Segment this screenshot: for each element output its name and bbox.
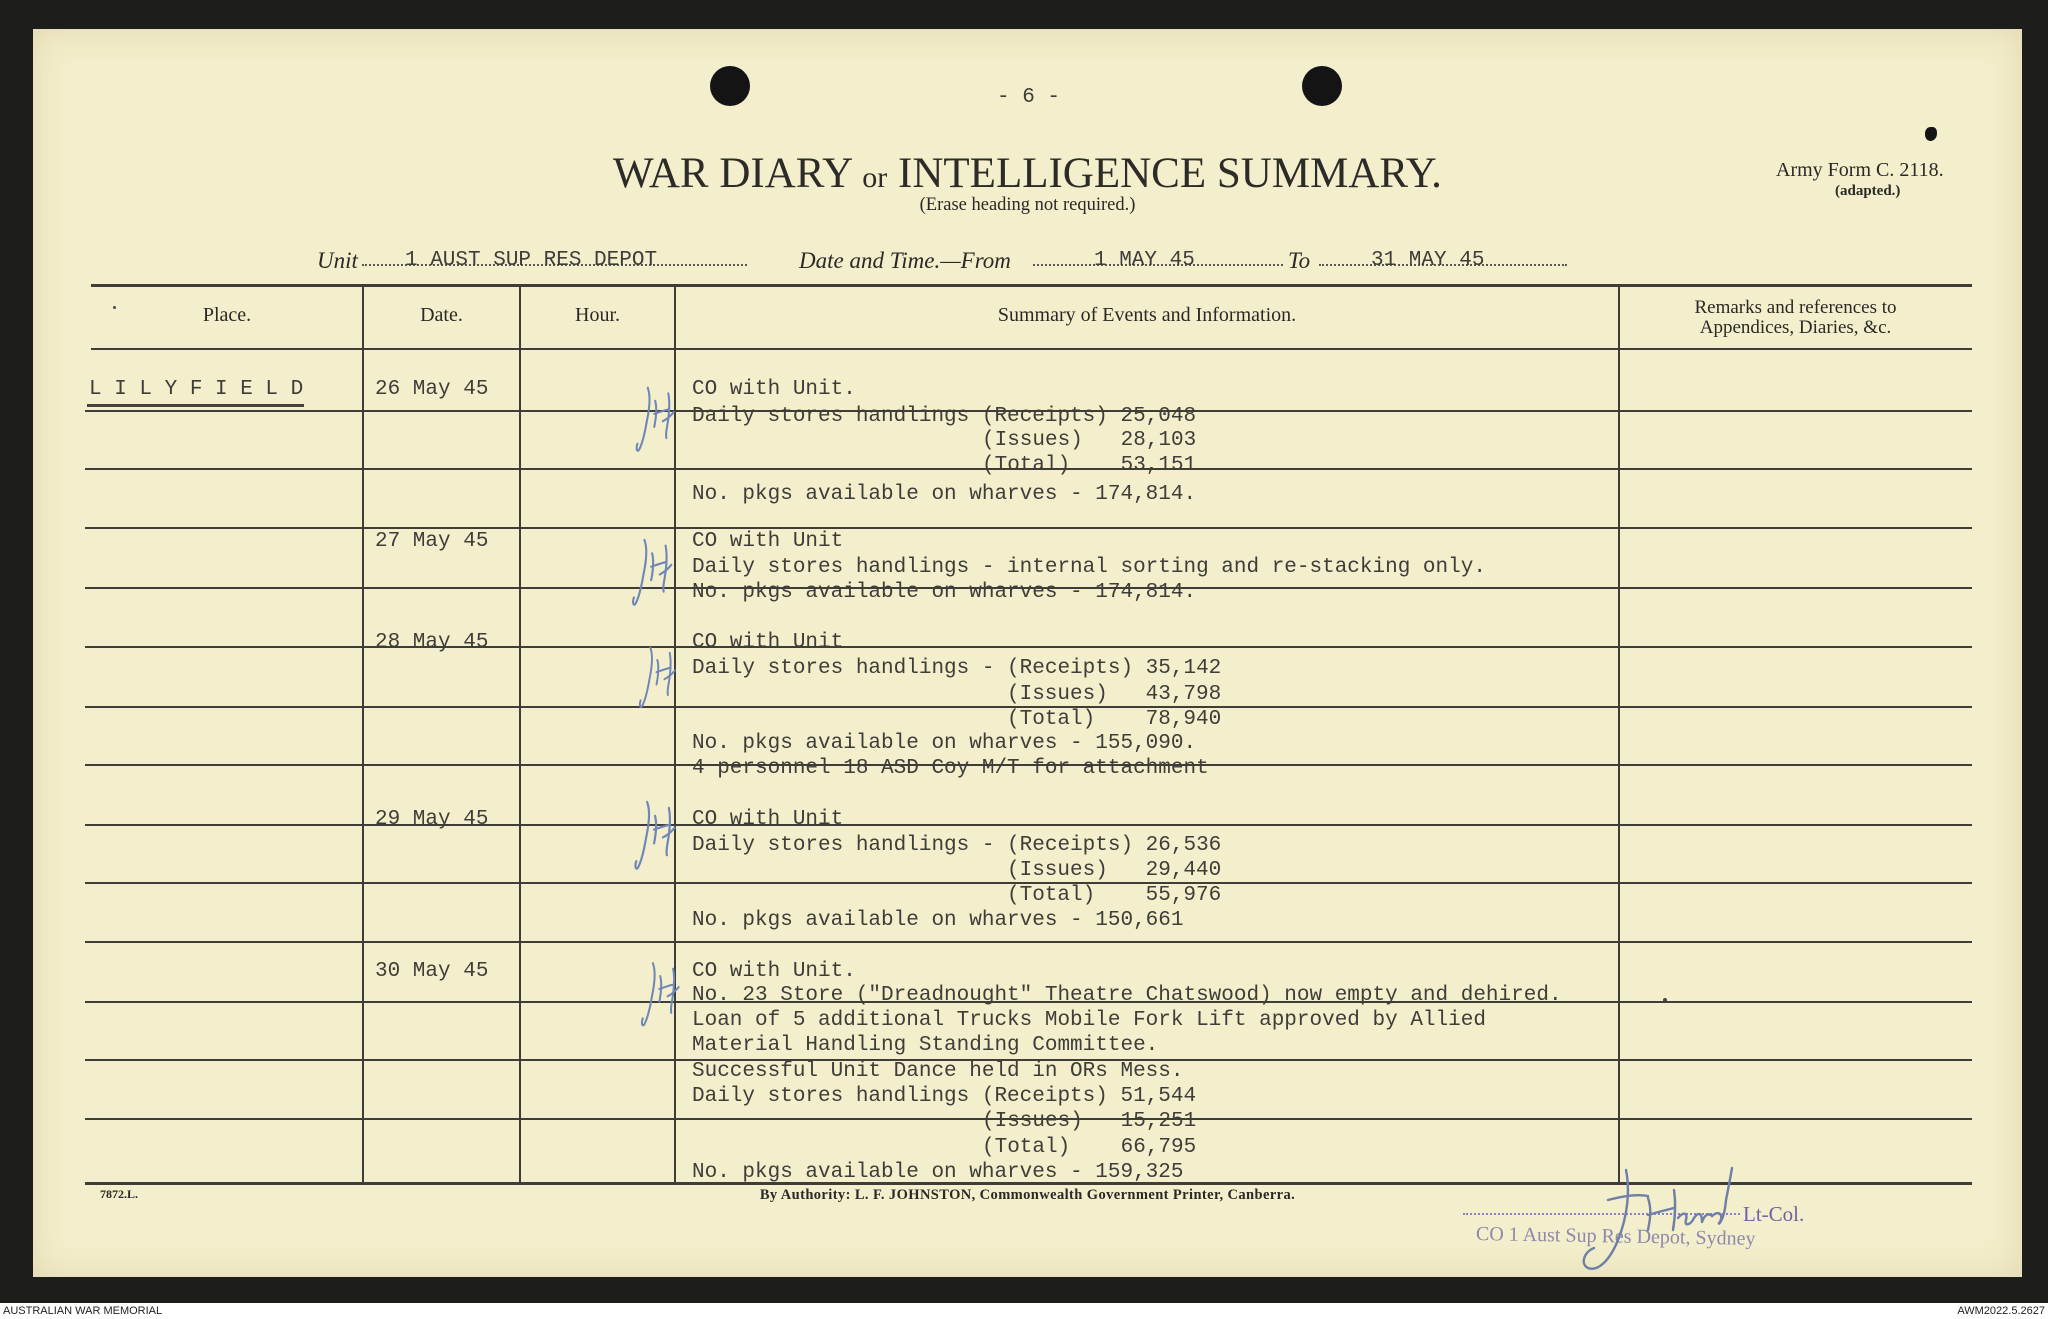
handwritten-initials [633, 384, 683, 454]
place-name: L I L Y F I E L D [89, 378, 304, 401]
column-divider [362, 285, 364, 1183]
signatory-rank: Lt-Col. [1743, 1202, 1805, 1226]
entry-line: CO with Unit. [692, 378, 856, 401]
army-form-note: (adapted.) [1835, 183, 1901, 199]
date-to-label: To [1288, 248, 1311, 273]
entry-line: Daily stores handlings - (Receipts) 35,142 [692, 657, 1222, 680]
entry-date: 28 May 45 [375, 631, 489, 654]
archive-institution: AUSTRALIAN WAR MEMORIAL [3, 1305, 163, 1317]
entry-line: Daily stores handlings (Receipts) 51,544 [692, 1085, 1197, 1108]
form-subtitle: (Erase heading not required.) [919, 195, 1136, 215]
entry-line: (Issues) 29,440 [1007, 859, 1222, 882]
unit-label: Unit [317, 248, 358, 273]
title-main: WAR DIARY [613, 150, 852, 197]
column-header-hour: Hour. [575, 304, 620, 326]
handwritten-initials [640, 954, 686, 1034]
table-ruling-line [85, 824, 1972, 826]
entry-line: CO with Unit [692, 631, 844, 654]
entry-line: Loan of 5 additional Trucks Mobile Fork Lift approved by Allied [692, 1009, 1486, 1032]
handwritten-initials [636, 644, 684, 710]
army-form-name: Army Form C. 2118. [1776, 159, 1944, 181]
column-header-remarks: Remarks and references to [1694, 297, 1897, 318]
column-divider [1618, 285, 1620, 1183]
entry-line: (Total) 53,151 [982, 454, 1197, 477]
entry-line: 4 personnel 18 ASD Coy M/T for attachment [692, 757, 1209, 780]
title-joiner: or [862, 161, 888, 194]
column-header-place: Place. [202, 304, 252, 326]
date-to-value: 31 MAY 45 [1371, 249, 1485, 272]
table-ruling-line [85, 646, 1972, 648]
archive-reference: AWM2022.5.2627 [1957, 1305, 2045, 1317]
entry-line: No. pkgs available on wharves - 174,814. [692, 483, 1197, 506]
column-header-date: Date. [420, 304, 463, 326]
entry-line: CO with Unit. [692, 960, 856, 983]
table-ruling-line [85, 527, 1972, 529]
column-divider [519, 285, 521, 1183]
entry-line: (Issues) 28,103 [982, 429, 1197, 452]
entry-line: CO with Unit [692, 530, 844, 553]
entry-line: (Total) 55,976 [1007, 884, 1222, 907]
entry-line: No. pkgs available on wharves - 174,814. [692, 581, 1197, 604]
print-code: 7872.L. [100, 1187, 139, 1201]
entry-line: Daily stores handlings - internal sorting and re-stacking only. [692, 556, 1486, 579]
table-top-rule [91, 284, 1972, 287]
page-number: - 6 - [997, 86, 1061, 109]
signatory-stamp: CO 1 Aust Sup Res Depot, Sydney [1475, 1223, 1756, 1250]
entry-line: No. 23 Store ("Dreadnought" Theatre Chatswood) now empty and dehired. [692, 984, 1562, 1007]
punch-hole-left [710, 66, 750, 106]
date-from-label: Date and Time.—From [799, 248, 1011, 273]
column-header-summary: Summary of Events and Information. [997, 304, 1297, 326]
handwritten-initials [631, 534, 679, 610]
entry-line: Daily stores handlings (Receipts) 25,048 [692, 405, 1197, 428]
entry-line: (Issues) 43,798 [1007, 683, 1222, 706]
title-second: INTELLIGENCE SUMMARY. [898, 150, 1442, 197]
table-header-rule [91, 348, 1972, 350]
entry-date: 26 May 45 [375, 378, 489, 401]
entry-line: (Total) 78,940 [1007, 708, 1222, 731]
entry-line: (Issues) 15,251 [982, 1110, 1197, 1133]
entry-line: Successful Unit Dance held in ORs Mess. [692, 1060, 1184, 1083]
date-from-value: 1 MAY 45 [1094, 249, 1195, 272]
place-underline [87, 404, 304, 407]
unit-value: 1 AUST SUP RES DEPOT [405, 249, 658, 272]
handwritten-initials [632, 798, 684, 872]
entry-date: 30 May 45 [375, 960, 489, 983]
entry-line: Material Handling Standing Committee. [692, 1034, 1159, 1057]
punch-hole-right [1302, 66, 1342, 106]
entry-line: No. pkgs available on wharves - 159,325 [692, 1161, 1184, 1184]
table-ruling-line [85, 941, 1972, 943]
entry-line: No. pkgs available on wharves - 155,090. [692, 732, 1197, 755]
entry-date: 27 May 45 [375, 530, 489, 553]
archive-caption-strip [0, 1303, 2048, 1319]
entry-date: 29 May 45 [375, 808, 489, 831]
entry-line: CO with Unit [692, 808, 844, 831]
column-header-remarks: Appendices, Diaries, &c. [1699, 317, 1892, 338]
entry-line: (Total) 66,795 [982, 1136, 1197, 1159]
handwritten-signature [1548, 1160, 1748, 1278]
entry-line: Daily stores handlings - (Receipts) 26,536 [692, 834, 1222, 857]
entry-line: No. pkgs available on wharves - 150,661 [692, 909, 1184, 932]
printer-authority: By Authority: L. F. JOHNSTON, Commonwealth Government Printer, Canberra. [759, 1187, 1296, 1203]
